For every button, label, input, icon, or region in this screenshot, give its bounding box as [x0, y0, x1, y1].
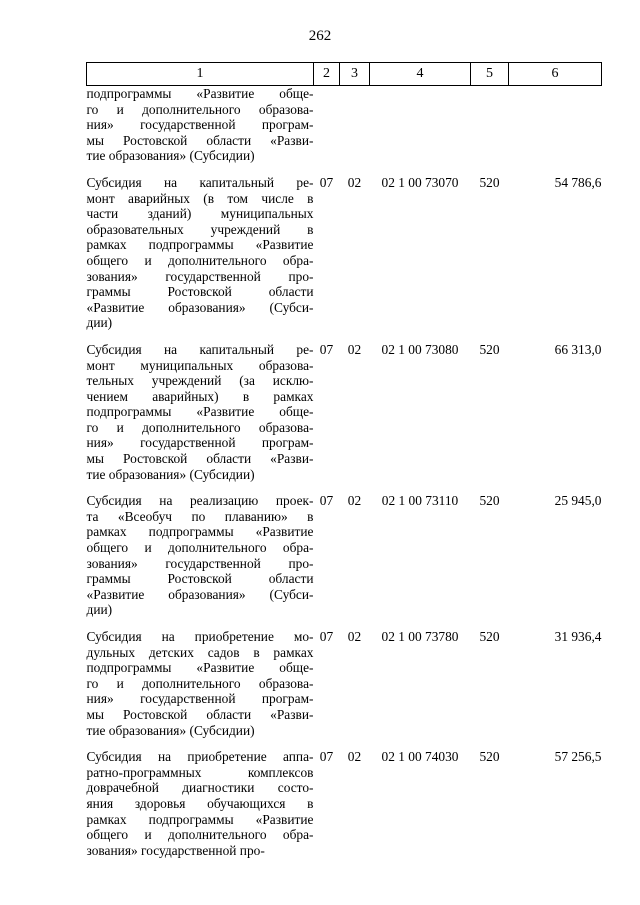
table-row [87, 490, 602, 626]
description-line: рамках подпрограммы «Развитие [86, 524, 314, 540]
row-expense-type-code [471, 86, 509, 172]
column-header-name: 1 [87, 63, 314, 86]
description-line: дульных детских садов в рамках [86, 644, 314, 660]
description-line: дии) [86, 602, 113, 618]
description-line: рамках подпрограммы «Развитие [86, 811, 314, 827]
description-line: тие образования» (Субсидии) [86, 722, 255, 738]
description-line: «Развитие образования» (Субси- [86, 586, 314, 602]
table-row [87, 746, 602, 866]
column-header-section: 2 [314, 63, 340, 86]
row-description [87, 626, 314, 746]
description-line: тельных учреждений (за исклю- [86, 373, 314, 389]
description-line: доврачебной диагностики состо- [86, 780, 314, 796]
row-description [87, 172, 314, 339]
row-expense-type-code: 520 [479, 493, 500, 509]
description-line: «Развитие образования» (Субси- [86, 299, 314, 315]
description-line: части зданий) муниципальных [86, 206, 314, 222]
description-line: рамках подпрограммы «Развитие [86, 237, 314, 253]
row-section-code: 07 [319, 629, 334, 644]
description-line: мы Ростовской области «Разви- [86, 706, 314, 722]
description-line: мы Ростовской области «Разви- [86, 132, 314, 148]
description-line: зования» государственной про- [86, 842, 265, 858]
description-line: го и дополнительного образова- [86, 101, 314, 117]
row-section-code: 07 [319, 174, 334, 190]
row-expense-type-code: 520 [479, 174, 500, 190]
description-line: го и дополнительного образова- [86, 675, 314, 691]
column-header-subsection: 3 [340, 63, 370, 86]
description-line: дии) [86, 315, 113, 331]
row-target-article-code [370, 86, 471, 172]
description-line: чением аварийных) в рамках [86, 388, 314, 404]
budget-table [86, 62, 602, 866]
row-target-article-code: 02 1 00 74030 [381, 749, 459, 765]
description-line: монт аварийных (в том числе в [86, 190, 314, 206]
row-description [87, 339, 314, 490]
row-amount: 66 313,0 [554, 341, 602, 357]
column-header-target-article: 4 [370, 63, 471, 86]
description-line: тие образования» (Субсидии) [86, 148, 255, 164]
column-header-expense-type: 5 [471, 63, 509, 86]
description-line: граммы Ростовской области [86, 284, 314, 300]
row-description [87, 86, 314, 172]
row-section-code: 07 [319, 749, 334, 765]
row-target-article-code: 02 1 00 73070 [381, 174, 459, 190]
page-number: 262 [308, 28, 332, 44]
row-amount: 54 786,6 [554, 174, 602, 190]
row-subsection-code: 02 [347, 174, 362, 190]
column-header-amount: 6 [509, 63, 602, 86]
table-row [87, 172, 602, 339]
row-amount [509, 86, 602, 172]
row-amount: 25 945,0 [554, 493, 602, 509]
description-line: подпрограммы «Развитие обще- [86, 404, 314, 420]
description-line: ния» государственной програм- [86, 435, 314, 451]
description-line: зования» государственной про- [86, 268, 314, 284]
description-line: граммы Ростовской области [86, 571, 314, 587]
row-subsection-code: 02 [347, 493, 362, 509]
description-line: ния» государственной програм- [86, 117, 314, 133]
description-line: го и дополнительного образова- [86, 419, 314, 435]
description-line: мы Ростовской области «Разви- [86, 451, 314, 467]
row-section-code [314, 86, 340, 172]
row-amount: 57 256,5 [554, 749, 602, 765]
description-line: образовательных учреждений в [86, 221, 314, 237]
description-line: монт муниципальных образова- [86, 357, 314, 373]
description-line: зования» государственной про- [86, 555, 314, 571]
row-expense-type-code: 520 [479, 749, 500, 765]
row-expense-type-code: 520 [479, 629, 500, 644]
description-line: ния» государственной програм- [86, 691, 314, 707]
row-expense-type-code: 520 [479, 341, 500, 357]
row-subsection-code [340, 86, 370, 172]
description-line: общего и дополнительного обра- [86, 827, 314, 843]
description-line: яния здоровья обучающихся в [86, 795, 314, 811]
description-line: ратно-программных комплексов [86, 764, 314, 780]
row-target-article-code: 02 1 00 73110 [381, 493, 459, 509]
description-line: Субсидия на капитальный ре- [86, 341, 314, 357]
table-row [87, 339, 602, 490]
row-section-code: 07 [319, 341, 334, 357]
description-line: Субсидия на приобретение мо- [86, 629, 314, 644]
row-section-code: 07 [319, 493, 334, 509]
row-target-article-code: 02 1 00 73780 [381, 629, 459, 644]
description-line: подпрограммы «Развитие обще- [86, 660, 314, 676]
table-header-row [87, 63, 602, 86]
row-description [87, 490, 314, 626]
description-line: Субсидия на приобретение аппа- [86, 749, 314, 765]
description-line: общего и дополнительного обра- [86, 252, 314, 268]
row-subsection-code: 02 [347, 629, 362, 644]
table-body [87, 86, 602, 867]
table-row [87, 626, 602, 746]
table-row [87, 86, 602, 172]
description-line: подпрограммы «Развитие обще- [86, 86, 314, 101]
description-line: общего и дополнительного обра- [86, 540, 314, 556]
description-line: тие образования» (Субсидии) [86, 466, 255, 482]
description-line: та «Всеобуч по плаванию» в [86, 508, 314, 524]
row-target-article-code: 02 1 00 73080 [381, 341, 459, 357]
description-line: Субсидия на реализацию проек- [86, 493, 314, 509]
description-line: Субсидия на капитальный ре- [86, 174, 314, 190]
row-amount: 31 936,4 [554, 629, 602, 644]
row-description [87, 746, 314, 866]
row-subsection-code: 02 [347, 749, 362, 765]
row-subsection-code: 02 [347, 341, 362, 357]
